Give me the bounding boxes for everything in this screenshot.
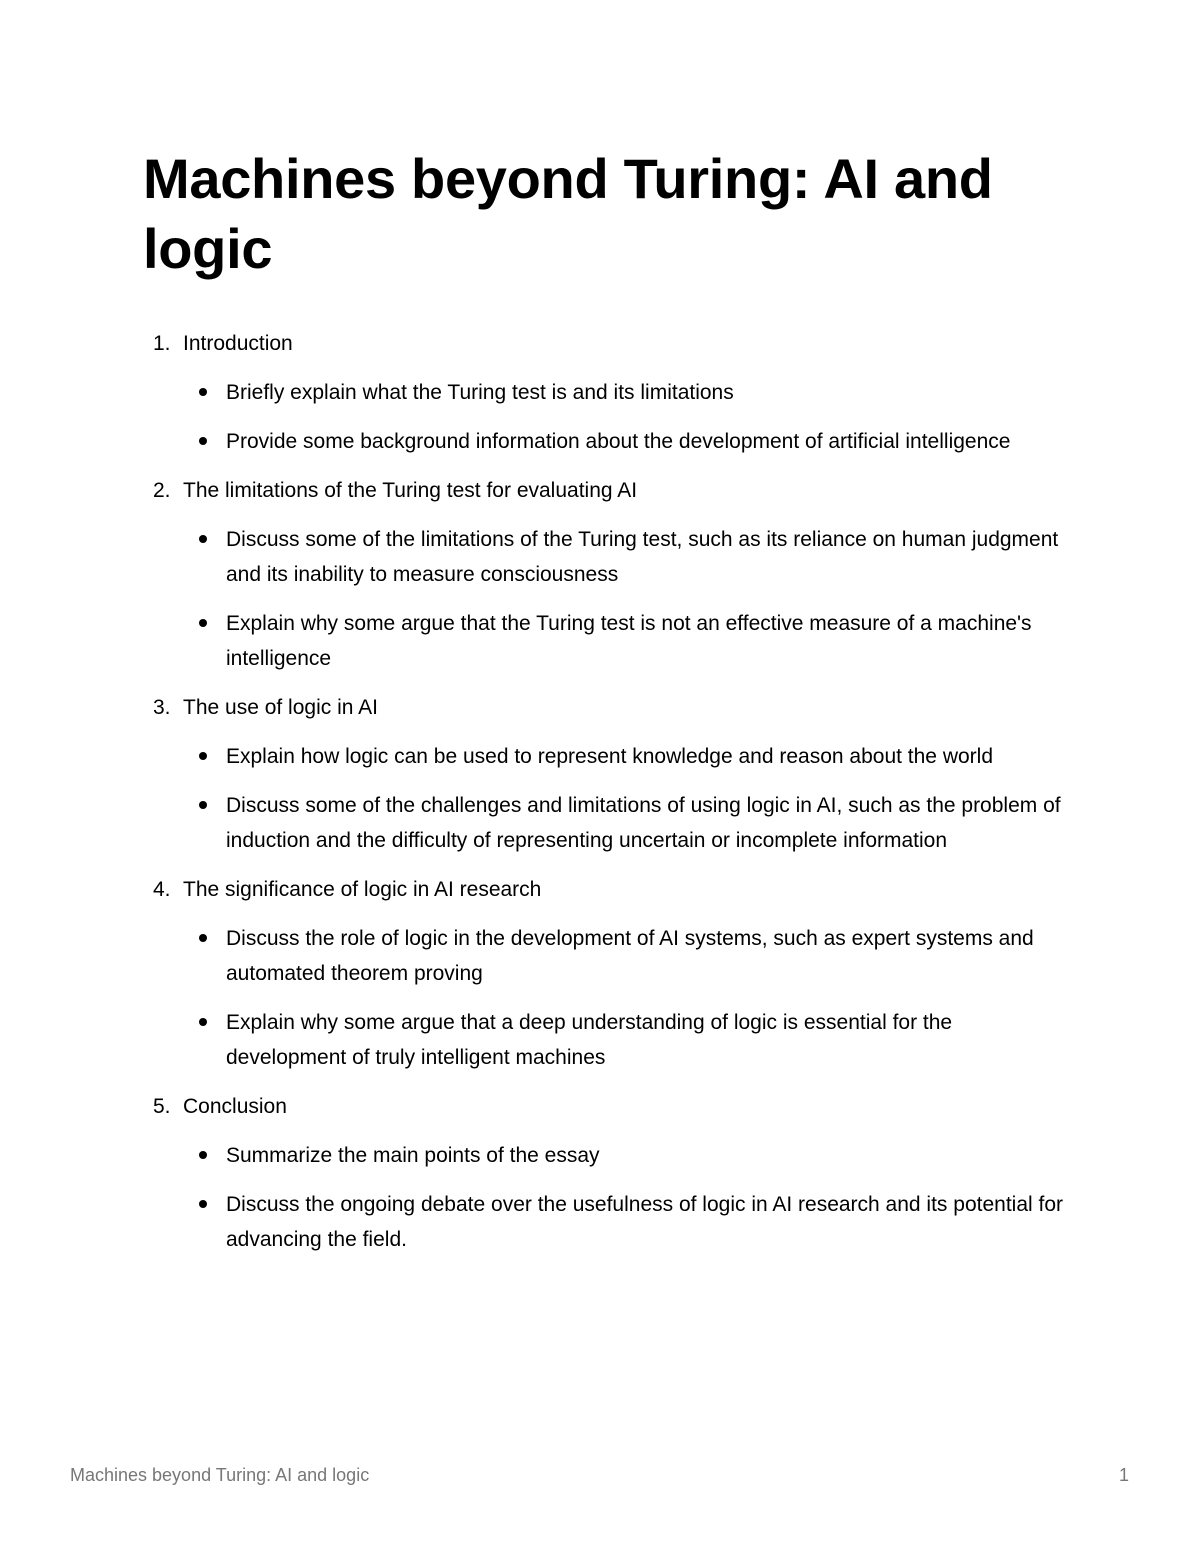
bullet-text: Explain why some argue that a deep understanding of logic is essential for the development of truly intelligent machines: [226, 1011, 953, 1069]
section-number: 3.: [153, 696, 171, 719]
bullet-item: [183, 1187, 1064, 1257]
bullet-item: [183, 921, 1064, 991]
bullet-text: Briefly explain what the Turing test is and its limitations: [226, 381, 734, 404]
bullet-item: [183, 522, 1064, 592]
page-title: Machines beyond Turing: AI and logic: [143, 147, 993, 280]
section-title: Conclusion: [183, 1095, 287, 1118]
bullet-dot-icon: [199, 619, 207, 627]
bullet-dot-icon: [199, 535, 207, 543]
bullet-item: [183, 375, 1064, 410]
bullet-list: [183, 739, 1083, 858]
bullet-item: [183, 788, 1064, 858]
bullet-dot-icon: [199, 437, 207, 445]
footer-title: Machines beyond Turing: AI and logic: [70, 1465, 370, 1485]
bullet-text: Discuss some of the challenges and limitations of using logic in AI, such as the problem of induction and the difficulty of representing uncertain or incomplete information: [226, 794, 1061, 852]
bullet-dot-icon: [199, 1151, 207, 1159]
bullet-item: [183, 606, 1064, 676]
bullet-item: [183, 1138, 1064, 1173]
section-number: 1.: [153, 332, 171, 355]
bullet-list: [183, 921, 1083, 1075]
footer-page-number: 1: [1118, 1465, 1129, 1485]
bullet-list: [183, 522, 1083, 676]
outline-section: [143, 1089, 1083, 1257]
bullet-text: Discuss the role of logic in the development of AI systems, such as expert systems and automated theorem proving: [226, 927, 1034, 985]
bullet-text: Discuss some of the limitations of the Turing test, such as its reliance on human judgment and its inability to measure consciousness: [226, 528, 1059, 586]
outline-section: [143, 326, 1083, 459]
section-number: 4.: [153, 878, 171, 901]
section-title: The limitations of the Turing test for evaluating AI: [183, 479, 638, 502]
bullet-dot-icon: [199, 1018, 207, 1026]
bullet-dot-icon: [199, 388, 207, 396]
bullet-text: Explain why some argue that the Turing test is not an effective measure of a machine's intelligence: [226, 612, 1032, 670]
outline-list: [143, 326, 1083, 1271]
bullet-item: [183, 424, 1064, 459]
bullet-list: [183, 1138, 1083, 1257]
bullet-item: [183, 1005, 1064, 1075]
bullet-text: Explain how logic can be used to represent knowledge and reason about the world: [226, 745, 994, 768]
bullet-dot-icon: [199, 934, 207, 942]
outline-section: [143, 473, 1083, 676]
bullet-text: Discuss the ongoing debate over the usefulness of logic in AI research and its potential for advancing the field.: [226, 1193, 1064, 1251]
bullet-dot-icon: [199, 752, 207, 760]
section-title: The use of logic in AI: [183, 696, 378, 719]
bullet-text: Summarize the main points of the essay: [226, 1144, 600, 1167]
section-number: 5.: [153, 1095, 171, 1118]
bullet-text: Provide some background information about the development of artificial intelligence: [226, 430, 1011, 453]
outline-section: [143, 872, 1083, 1075]
bullet-list: [183, 375, 1083, 459]
outline-section: [143, 690, 1083, 858]
section-number: 2.: [153, 479, 171, 502]
bullet-item: [183, 739, 1064, 774]
section-title: The significance of logic in AI research: [183, 878, 542, 901]
section-title: Introduction: [183, 332, 293, 355]
bullet-dot-icon: [199, 1200, 207, 1208]
bullet-dot-icon: [199, 801, 207, 809]
